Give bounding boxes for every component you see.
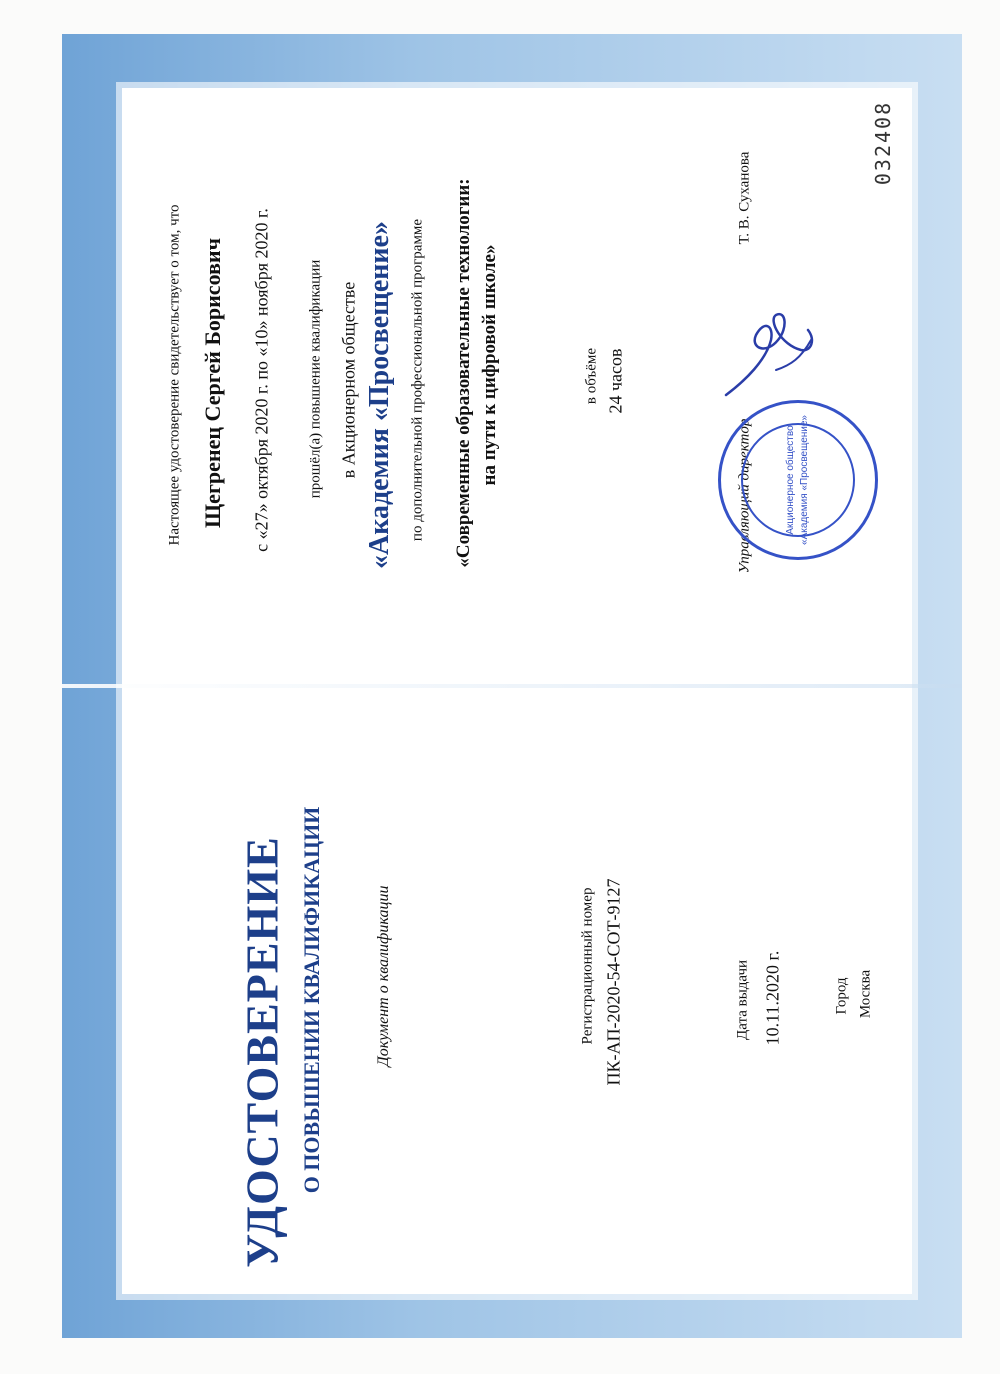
organization-line-1: в Акционерном обществе: [338, 281, 359, 479]
signer-title: Управляющий директор: [736, 418, 753, 574]
serial-number: 032408: [871, 100, 895, 186]
program-label: по дополнительной профессиональной программе: [409, 218, 426, 542]
seal-line-2: «Академия «Просвещение»: [799, 415, 811, 545]
volume-label: в объёме: [583, 347, 600, 405]
intro-text: Настоящее удостоверение свидетельствует о том, что: [166, 204, 183, 546]
registration-number: ПК-АП-2020-54-СОТ-9127: [603, 878, 624, 1086]
certificate-title: УДОСТОВЕРЕНИЕ: [236, 836, 288, 1268]
city: Москва: [857, 969, 874, 1019]
seal-line-1: Акционерное общество: [785, 425, 797, 535]
recipient-name: Щегренец Сергей Борисович: [200, 238, 225, 528]
passed-text: прошёл(а) повышение квалификации: [307, 259, 324, 499]
issue-date-label: Дата выдачи: [734, 959, 751, 1041]
issue-date: 10.11.2020 г.: [762, 950, 783, 1046]
training-period: с «27» октября 2020 г. по «10» ноября 2020 г.: [251, 208, 272, 552]
program-title-line-2: на пути к цифровой школе»: [479, 244, 500, 486]
signer-name: Т. В. Суханова: [736, 151, 753, 245]
registration-label: Регистрационный номер: [579, 887, 596, 1045]
certificate-subtitle: О ПОВЫШЕНИИ КВАЛИФИКАЦИИ: [299, 806, 324, 1194]
document-type: Документ о квалификации: [375, 885, 392, 1067]
official-seal-icon: [718, 400, 878, 560]
program-title-line-1: «Современные образовательные технологии:: [453, 178, 474, 568]
organization-name: «Академия «Просвещение»: [364, 221, 395, 569]
signature-icon: [716, 300, 826, 410]
city-label: Город: [833, 977, 850, 1015]
volume-hours: 24 часов: [605, 348, 626, 414]
